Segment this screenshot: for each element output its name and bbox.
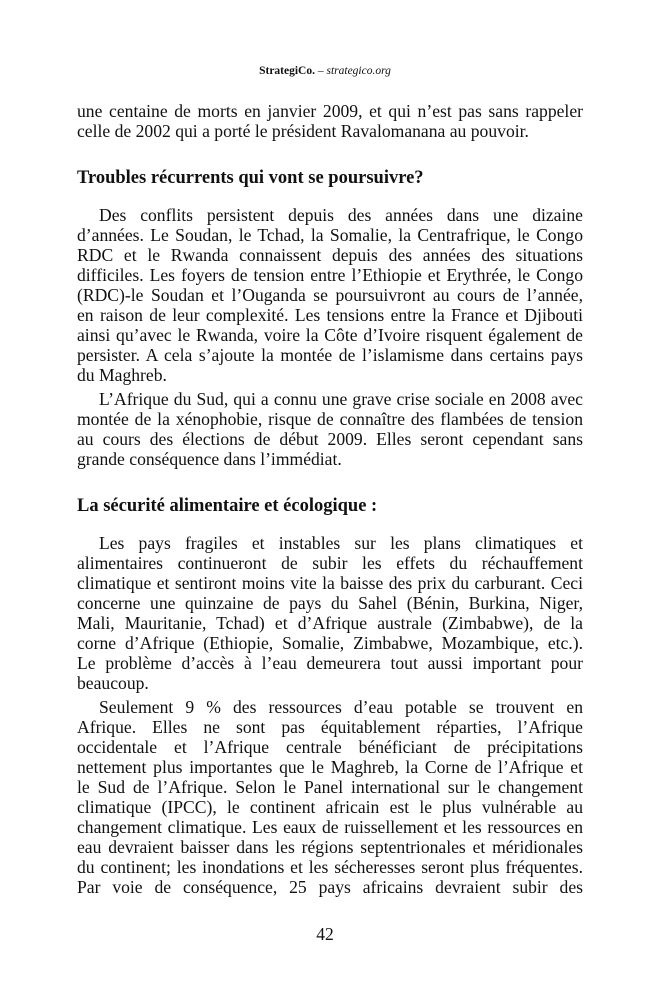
text-line: d’années. Le Soudan, le Tchad, la Somalie, la Centrafrique, le Congo: [77, 225, 583, 245]
text-line: montée de la xénophobie, risque de connaître des flambées de tension: [77, 409, 583, 429]
text-line: ainsi qu’avec le Rwanda, voire la Côte d’Ivoire risquent également de: [77, 325, 583, 345]
text-line: difficiles. Les foyers de tension entre l’Ethiopie et Erythrée, le Congo: [77, 265, 583, 285]
text-line: alimentaires continueront de subir les effets du réchauffement: [77, 553, 583, 573]
header-brand: StrategiCo.: [259, 65, 315, 77]
text-line: Par voie de conséquence, 25 pays africains devraient subir des: [77, 877, 583, 897]
text-line: au cours des élections de début 2009. Elles seront cependant sans: [77, 429, 583, 449]
text-line: Afrique. Elles ne sont pas équitablement réparties, l’Afrique: [77, 717, 583, 737]
text-line: L’Afrique du Sud, qui a connu une grave crise sociale en 2008 avec: [99, 389, 583, 409]
text-line: du continent; les inondations et les sécheresses seront plus fréquentes.: [77, 857, 583, 877]
paragraph: [77, 533, 583, 693]
section-heading: La sécurité alimentaire et écologique :: [77, 496, 378, 516]
text-line: RDC et le Rwanda connaissent depuis des années des situations: [77, 245, 583, 265]
text-line: corne d’Afrique (Ethiopie, Somalie, Zimbabwe, Mozambique, etc.).: [77, 633, 583, 653]
paragraph: [77, 389, 583, 469]
text-line: changement climatique. Les eaux de ruissellement et les ressources en: [77, 817, 583, 837]
paragraph: [77, 101, 583, 141]
text-line: grande conséquence dans l’immédiat.: [77, 449, 342, 469]
text-line: climatique et sentiront moins vite la baisse des prix du carburant. Ceci: [77, 573, 583, 593]
paragraph: [77, 205, 583, 385]
text-line: concerne une quinzaine de pays du Sahel (Bénin, Burkina, Niger,: [77, 593, 583, 613]
text-line: climatique (IPCC), le continent africain est le plus vulnérable au: [77, 797, 583, 817]
text-line: (RDC)-le Soudan et l’Ouganda se poursuivront au cours de l’année,: [77, 285, 583, 305]
text-line: Des conflits persistent depuis des années dans une dizaine: [99, 205, 583, 225]
header-site: strategico.org: [326, 65, 391, 77]
page-body: [77, 101, 583, 897]
page-number: 42: [316, 924, 334, 944]
paragraph: [77, 697, 583, 897]
header-separator: –: [314, 65, 327, 77]
running-header: [0, 64, 650, 78]
text-line: persister. A cela s’ajoute la montée de l’islamisme dans certains pays: [77, 345, 583, 365]
text-line: le Sud de l’Afrique. Selon le Panel international sur le changement: [77, 777, 583, 797]
text-line: en raison de leur complexité. Les tensions entre la France et Djibouti: [77, 305, 583, 325]
section-heading: Troubles récurrents qui vont se poursuivre?: [77, 168, 424, 188]
text-line: une centaine de morts en janvier 2009, et qui n’est pas sans rappeler: [77, 101, 583, 121]
text-line: beaucoup.: [77, 673, 149, 693]
text-line: Les pays fragiles et instables sur les plans climatiques et: [99, 533, 583, 553]
text-line: nettement plus importantes que le Maghreb, la Corne de l’Afrique et: [77, 757, 583, 777]
text-line: du Maghreb.: [77, 365, 167, 385]
text-line: Seulement 9 % des ressources d’eau potable se trouvent en: [99, 697, 583, 717]
text-line: eau devraient baisser dans les régions septentrionales et méridionales: [77, 837, 583, 857]
text-line: Le problème d’accès à l’eau demeurera tout aussi important pour: [77, 653, 583, 673]
text-line: Mali, Mauritanie, Tchad) et d’Afrique australe (Zimbabwe), de la: [77, 613, 583, 633]
text-line: occidentale et l’Afrique centrale bénéficiant de précipitations: [77, 737, 583, 757]
text-line: celle de 2002 qui a porté le président Ravalomanana au pouvoir.: [77, 121, 529, 141]
